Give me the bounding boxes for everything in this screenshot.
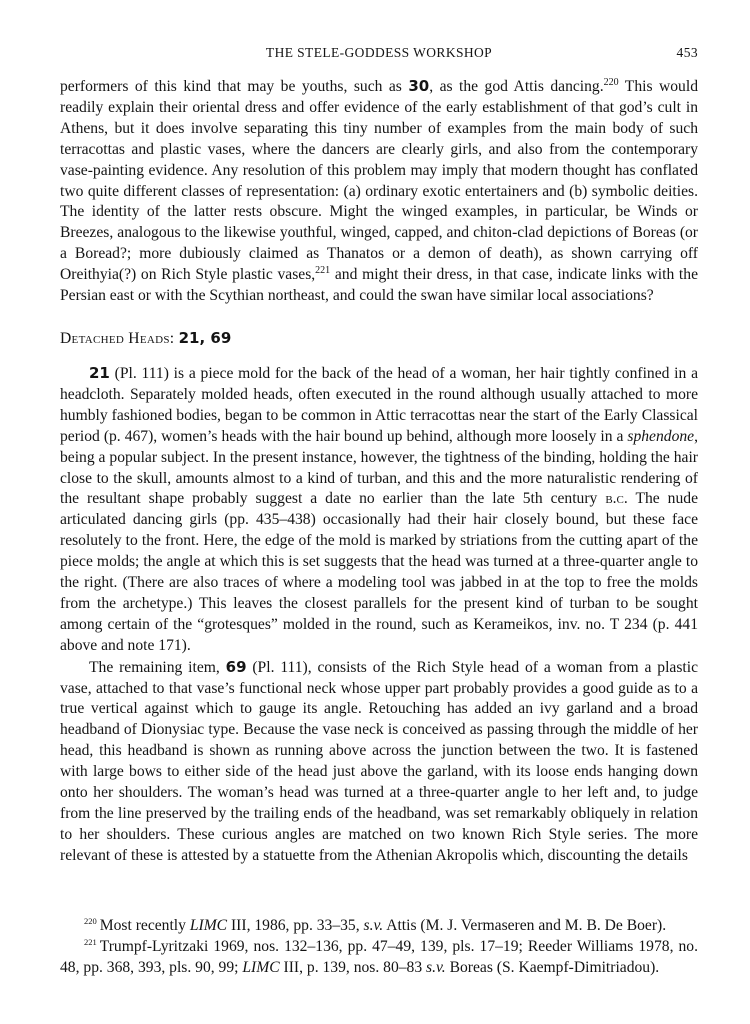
footnote-221 [60,937,698,979]
running-head [60,40,698,68]
catalogue-ref-69: 69 [225,657,247,676]
footnote-ref-221[interactable]: 221 [315,264,331,276]
para2-italic-sphendone: sphendone [627,427,695,445]
catalogue-ref-21: 21 [89,363,110,382]
running-head-title: THE STELE-GODDESS WORKSHOP [265,45,493,60]
footnote-text: III, p. 139, nos. 80–83 [279,958,427,976]
para3-text-2: (Pl. 111), consists of the Rich Style head of a woman from a plastic vase, attached to that vase’s functional neck whose upper part probably provides a good guide as to a true vertical against which to gauge its angle. Retouching has added an ivy garland and a broad headband of Dionysiac type. Because the vase neck is conceived as passing through the middle of her head, this headband is shown as running above across the junction between the two. It is fastened with large bows to either side of the head just above the garland, with its loose ends hanging down onto her shoulders. The woman’s head was turned at a three-quarter angle to her left and, to judge from the line preserved by the trailing ends of the headband, was set remarkably obliquely in relation to her shoulders. These curious angles are matched on two known Rich Style series. The more relevant of these is attested by a statuette from the Athenian Akropolis which, discounting the details [60,658,698,864]
footnote-220 [60,916,698,937]
section-heading [60,328,698,349]
para1-text-1: performers of this kind that may be youths, such as [60,78,409,95]
footnote-number: 220 [84,915,97,926]
catalogue-ref-30: 30 [408,77,430,95]
para2-text-1: (Pl. 111) is a piece mold for the back of the head of a woman, her hair tightly confined in a headcloth. Separately molded heads, often executed in the round although usually attached to more humbly fashioned bodies, began to be common in Attic terracottas near the start of the Early Classical period (p. 467), women’s heads with the hair bound up behind, although more loosely in a [60,364,698,445]
footnote-italic: LIMC [189,917,228,934]
paragraph-1 [60,76,698,307]
para2-text-2: , being a popular subject. In the present instance, however, the tightness of the binding, holding the hair close to the skull, amounts almost to a kind of turban, and this and the more naturalistic rendering of the resultant shape probably suggest a date no earlier than the late 5th century [60,427,698,508]
page-number: 453 [676,45,698,60]
footnote-text: Boreas (S. Kaempf-Dimitriadou). [445,958,660,976]
para3-text-1: The remaining item, [89,658,226,676]
footnote-text: Most recently [99,917,190,934]
paragraph-2 [60,363,698,657]
footnote-italic: LIMC [242,958,280,976]
para2-era-abbrev: b.c. [605,490,628,508]
para1-text-3: This would readily explain their oriental dress and offer evidence of the early establishment of that god’s cult in Athens, but it does involve separating this tiny number of examples from the main body of such terracottas and plastic vases, where the dancers are clearly girls, and also from the contemporary vase-painting evidence. Any resolution of this problem may imply that modern thought has conflated two quite different classes of representation: (a) ordinary exotic entertainers and (b) symbolic deities. The identity of the latter rests obscure. Might the winged examples, in particular, be Winds or Breezes, analogous to the likewise youthful, winged, capped, and chiton-clad depictions of Boreas (or a Boread?; more dubiously claimed as Thanatos or a demon of death), as shown carrying off Oreithyia(?) on Rich Style plastic vases, [60,78,698,284]
para2-text-3: The nude articulated dancing girls (pp. 435–438) occasionally had their hair closely bound, but these face resolutely to the front. Here, the edge of the mold is marked by striations from the cutting apart of the piece molds; the angle at which this is set suggests that the head was turned at a three-quarter angle to the right. (There are also traces of where a modeling tool was jabbed in at the top to free the molds from the archetype.) This leaves the closest parallels for the present kind of turban to be sought among certain of the “grotesques” molded in the round, such as Kerameikos, inv. no. T 234 (p. 441 above and note 171). [60,490,698,654]
footnote-text: Attis (M. J. Vermaseren and M. B. De Boer). [383,917,667,934]
footnote-text: Trumpf-Lyritzaki 1969, nos. 132–136, pp. 47–49, 139, pls. 17–19; Reeder Williams 1978, no. 48, pp. 368, 393, pls. 90, 99; [60,937,698,976]
para1-text-4: and might their dress, in that case, indicate links with the Persian east or with the Scythian northeast, and could the swan have similar local associations? [60,266,698,305]
footnote-number: 221 [84,936,97,947]
footnote-ref-220[interactable]: 220 [603,76,619,88]
section-heading-label: Detached Heads: [60,329,179,347]
footnote-italic: s.v. [363,917,384,934]
footnote-italic: s.v. [426,958,446,976]
paragraph-3 [60,657,698,867]
section-heading-refs: 21, 69 [178,328,232,347]
footnote-text: III, 1986, pp. 33–35, [227,917,364,934]
footnotes [60,916,698,979]
para1-text-2: , as the god Attis dancing. [429,78,604,95]
page-body [60,76,698,867]
